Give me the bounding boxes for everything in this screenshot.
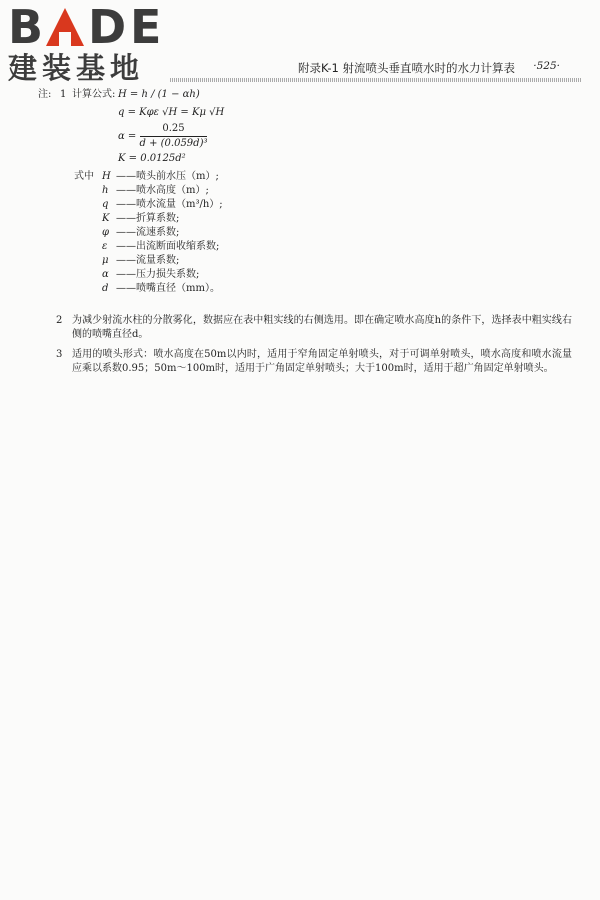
definition-symbol: h <box>102 185 109 196</box>
formula-alpha-fraction <box>140 122 208 151</box>
definition-symbol: K <box>102 213 110 224</box>
logo-letter-e: E <box>130 0 162 54</box>
formula-alpha <box>118 122 207 151</box>
definition-symbol: α <box>102 269 109 280</box>
definition-item <box>102 212 179 226</box>
note-1-intro: 计算公式: <box>72 89 116 100</box>
where-label: 式中 <box>74 171 94 182</box>
definition-symbol: μ <box>102 255 109 266</box>
definition-item <box>102 254 179 268</box>
logo-letter-a-triangle <box>46 8 84 46</box>
notes-label: 注: <box>38 89 52 100</box>
page-header <box>0 51 600 85</box>
page-number: ·525· <box>533 60 560 72</box>
definition-item <box>102 240 219 254</box>
definition-symbol: φ <box>102 227 110 238</box>
note-3-text: 适用的喷头形式：喷水高度在50m以内时，适用于窄角固定单射喷头，对于可调单射喷头，喷水高度和喷水流量应乘以系数0.95；50m～100m时，适用于广角固定单射喷头；大于100m时，适用于超广角固定单射喷头。 <box>72 349 572 374</box>
definition-text: ——喷嘴直径（mm）。 <box>116 283 220 294</box>
formula-h: H = h / (1 − αh) <box>118 89 200 100</box>
formula-alpha-denominator: d + (0.059d)³ <box>139 138 208 149</box>
formula-k: K = 0.0125d² <box>118 153 186 164</box>
definition-text: ——出流断面收缩系数; <box>116 241 220 252</box>
formula-alpha-numerator: 0.25 <box>140 122 208 137</box>
header-rule <box>170 78 582 82</box>
definition-text: ——流量系数; <box>116 255 180 266</box>
definition-item <box>102 268 199 282</box>
definition-symbol: ε <box>102 241 108 252</box>
logo-subtitle: 建装基地 <box>8 51 145 85</box>
definition-symbol: q <box>102 199 109 210</box>
note-2-number: 2 <box>56 315 63 326</box>
note-2-text: 为减少射流水柱的分散雾化，数据应在表中粗实线的右侧选用。即在确定喷水高度h的条件下，选择表中粗实线右侧的喷嘴直径d。 <box>72 315 572 340</box>
logo-letter-b: B <box>8 0 44 54</box>
definition-text: ——折算系数; <box>116 213 180 224</box>
definition-text: ——喷水高度（m）; <box>116 185 209 196</box>
formula-q: q = Kφε √H = Kμ √H <box>118 107 225 118</box>
definition-symbol: H <box>102 171 111 182</box>
definition-item <box>102 170 219 184</box>
header-title: 附录K-1 射流喷头垂直喷水时的水力计算表 <box>298 61 515 75</box>
definition-item <box>102 184 209 198</box>
definition-item <box>102 282 220 296</box>
note-3-number: 3 <box>56 349 63 360</box>
definition-item <box>102 226 179 240</box>
note-1-number: 1 <box>60 89 67 100</box>
definition-text: ——压力损失系数; <box>116 269 200 280</box>
definition-item <box>102 198 223 212</box>
formula-alpha-lhs: α = <box>118 131 137 142</box>
definition-text: ——喷水流量（m³/h）; <box>116 199 223 210</box>
definition-symbol: d <box>102 283 109 294</box>
definition-text: ——流速系数; <box>116 227 180 238</box>
definition-text: ——喷头前水压（m）; <box>116 171 219 182</box>
logo-wordmark <box>8 0 176 54</box>
logo-letter-d: D <box>88 0 127 54</box>
